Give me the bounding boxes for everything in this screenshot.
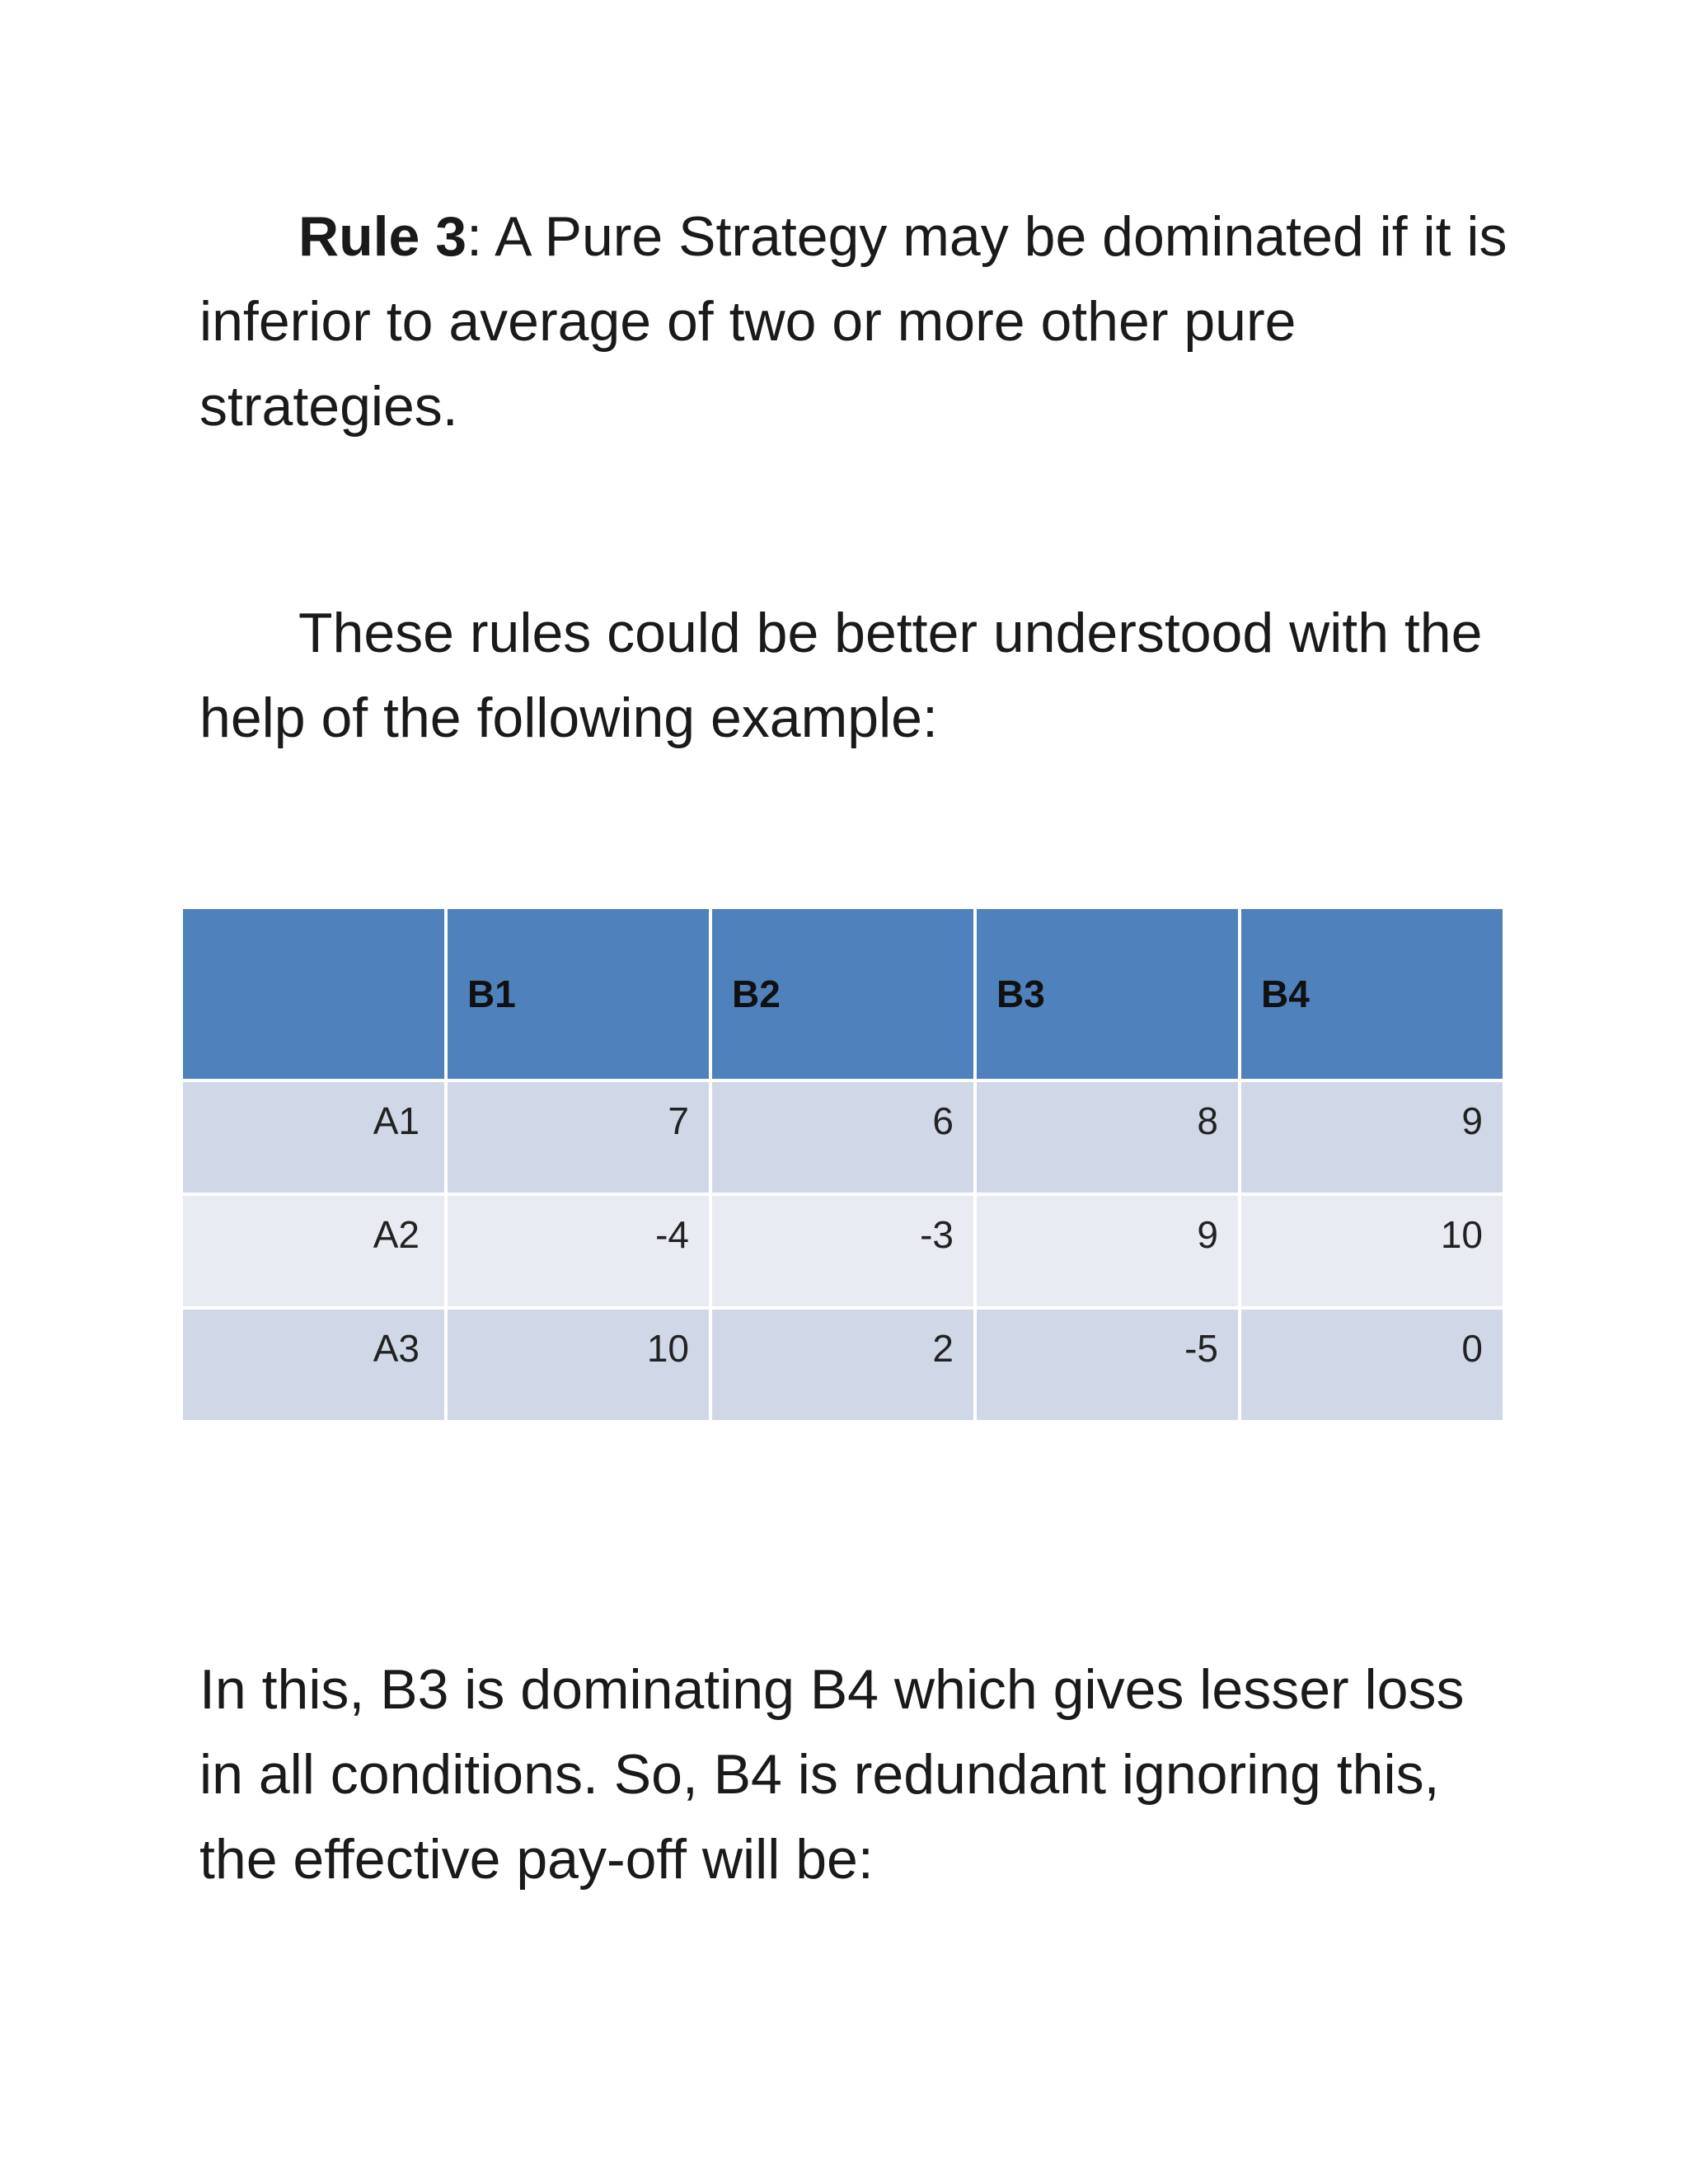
conclusion-text: In this, B3 is dominating B4 which gives lesser loss in all conditions. So, B4 is redundant ignoring this, the effective pay-off will be:: [199, 1658, 1465, 1891]
conclusion-paragraph: [199, 1647, 1518, 1902]
cell-a2-b2: -3: [710, 1194, 975, 1308]
column-header-b3: B3: [975, 907, 1240, 1080]
cell-a2-b1: -4: [446, 1194, 710, 1308]
cell-a3-b3: -5: [975, 1308, 1240, 1422]
cell-a2-b3: 9: [975, 1194, 1240, 1308]
rule-3-label: Rule 3: [298, 205, 467, 268]
cell-a3-b4: 0: [1240, 1308, 1504, 1422]
cell-a1-b4: 9: [1240, 1080, 1504, 1194]
rule-3-paragraph: [199, 194, 1518, 449]
table-row-a2: [181, 1194, 1504, 1308]
cell-a1-b3: 8: [975, 1080, 1240, 1194]
payoff-matrix-table: [180, 906, 1506, 1423]
cell-a1-b1: 7: [446, 1080, 710, 1194]
cell-a3-b1: 10: [446, 1308, 710, 1422]
intro-paragraph: [199, 591, 1518, 761]
column-header-b1: B1: [446, 907, 710, 1080]
column-header-b4: B4: [1240, 907, 1504, 1080]
corner-cell: [181, 907, 446, 1080]
cell-a3-b2: 2: [710, 1308, 975, 1422]
intro-text: These rules could be better understood with the help of the following example:: [199, 602, 1483, 749]
row-header-a2: A2: [181, 1194, 446, 1308]
cell-a2-b4: 10: [1240, 1194, 1504, 1308]
table-row-a3: [181, 1308, 1504, 1422]
table-row-a1: [181, 1080, 1504, 1194]
column-header-b2: B2: [710, 907, 975, 1080]
table-header-row: [181, 907, 1504, 1080]
row-header-a3: A3: [181, 1308, 446, 1422]
cell-a1-b2: 6: [710, 1080, 975, 1194]
row-header-a1: A1: [181, 1080, 446, 1194]
rule-3-text: : A Pure Strategy may be dominated if it is inferior to average of two or more other pure strategies.: [199, 205, 1507, 438]
